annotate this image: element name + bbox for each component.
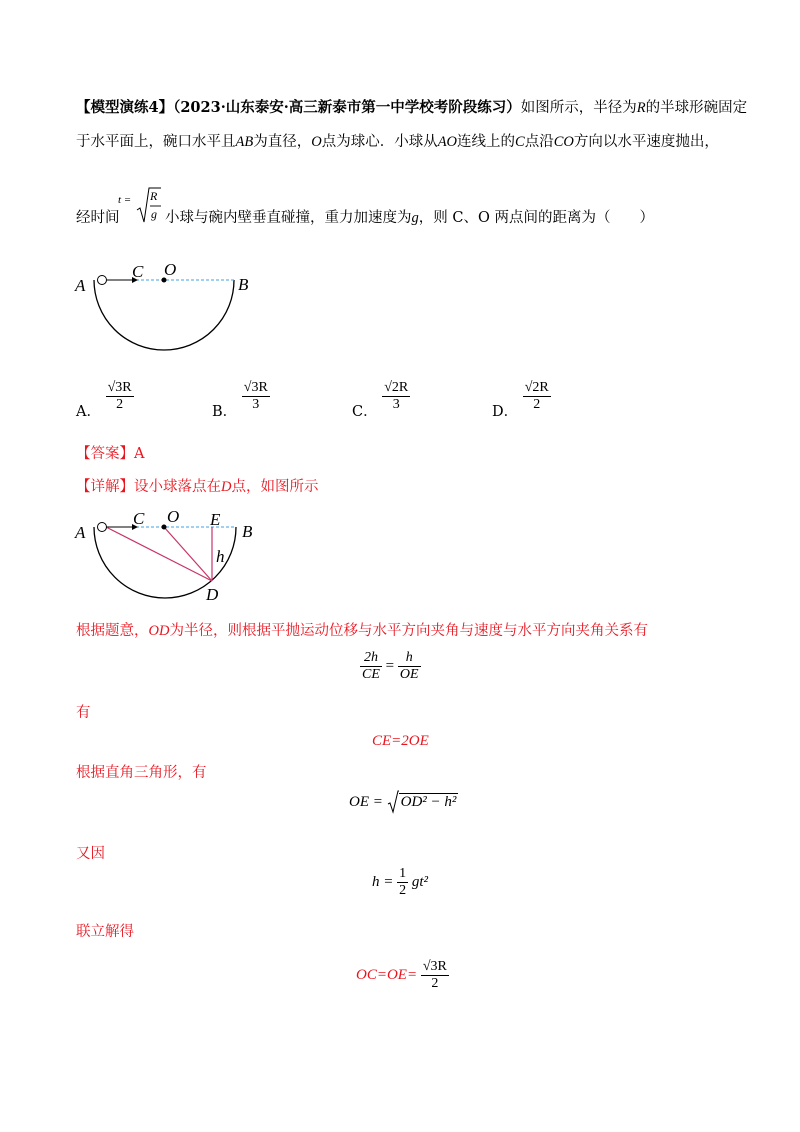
question-text: 小球与碗内壁垂直碰撞，重力加速度为: [165, 210, 412, 226]
label-h: h: [216, 547, 225, 566]
var-OD: OD: [148, 623, 170, 639]
question-text: 如图所示，半径为: [520, 100, 637, 116]
label-O: O: [167, 507, 180, 526]
ball-icon: [98, 523, 107, 532]
time-formula-den: g: [151, 207, 157, 221]
option-letter: B．: [212, 404, 238, 420]
eq4-den: 2: [399, 883, 407, 898]
answer-value: A: [134, 446, 145, 462]
var-R: R: [636, 100, 646, 116]
option-den: 2: [106, 396, 134, 413]
option-num: √3R: [107, 380, 132, 395]
option-num: √2R: [384, 380, 409, 395]
eq5-lhs: OC=OE=: [356, 967, 418, 983]
label-B: B: [242, 522, 253, 541]
label-O: O: [164, 260, 177, 279]
eq5-num: √3R: [422, 959, 447, 974]
var-AB: AB: [235, 134, 254, 150]
question-text: 点为球心．小球从: [321, 134, 438, 150]
eq5-den: 2: [421, 975, 449, 992]
var-AO: AO: [437, 134, 458, 150]
option-d: [492, 372, 551, 421]
eq3-lhs: OE =: [349, 794, 383, 810]
figure-collision-geometry: [70, 504, 270, 608]
line-OD: [164, 527, 212, 581]
eq1-equals: =: [385, 658, 395, 674]
detail-label: 【详解】: [76, 479, 134, 495]
answer-line: [76, 444, 144, 464]
time-formula: [118, 186, 160, 226]
question-text: 点沿: [524, 134, 554, 150]
solution-youyin: 又因: [76, 846, 105, 862]
label-D: D: [206, 585, 219, 604]
question-line-3b: [165, 208, 654, 228]
eq4-rhs: gt²: [411, 874, 429, 890]
eq3-radicand: OD² − h²: [400, 794, 457, 810]
option-num: √3R: [243, 380, 268, 395]
label-C: C: [133, 509, 145, 528]
ball-icon: [98, 276, 107, 285]
eq4-lhs: h =: [372, 874, 394, 890]
solution-you: 有: [76, 705, 91, 721]
option-a: [76, 372, 134, 421]
option-letter: C．: [352, 404, 378, 420]
detail-text: 设小球落点在: [134, 479, 221, 495]
figure-hemisphere-bowl: [70, 256, 270, 366]
question-tag: 【模型演练4】: [76, 99, 174, 116]
option-c: [352, 372, 410, 421]
var-g: g: [411, 210, 419, 226]
label-A: A: [75, 523, 86, 542]
option-b: [212, 372, 270, 421]
option-num: √2R: [524, 380, 549, 395]
detail-line: [76, 477, 318, 497]
question-text: 连线上的: [457, 134, 516, 150]
label-C: C: [132, 262, 144, 281]
var-CO: CO: [553, 134, 574, 150]
option-den: 2: [523, 396, 551, 413]
bowl-arc: [94, 280, 234, 350]
time-formula-num: R: [150, 189, 158, 203]
eq1-right-num: h: [405, 650, 413, 665]
solution-para-2: 根据直角三角形，有: [76, 765, 207, 781]
solution-text: 根据题意，: [76, 623, 149, 639]
eq4-num: 1: [399, 866, 407, 881]
sqrt-sign-icon: [387, 790, 399, 814]
eq1-left-den: CE: [362, 667, 380, 682]
question-source: （2023·山东泰安·高三新泰市第一中学校考阶段练习）: [173, 99, 521, 116]
question-line-3: [76, 208, 120, 228]
detail-text: 点，如图所示: [231, 479, 319, 495]
solution-text: 为半径，则根据平抛运动位移与水平方向夹角与速度与水平方向夹角关系有: [169, 623, 648, 639]
var-C: C: [515, 134, 525, 150]
question-text: 于水平面上，碗口水平且: [76, 134, 236, 150]
eq1-left-num: 2h: [363, 650, 378, 665]
var-D: D: [221, 479, 232, 495]
equation-ce-2oe: CE=2OE: [372, 733, 429, 749]
option-den: 3: [382, 396, 410, 413]
question-text: 方向以水平速度抛出，: [573, 134, 719, 150]
line-AD: [106, 527, 212, 581]
var-O: O: [311, 134, 322, 150]
equation-free-fall: [372, 866, 428, 899]
time-formula-lhs: t =: [118, 194, 132, 206]
option-letter: D．: [492, 404, 519, 420]
equation-angle-relation: [360, 650, 421, 683]
solution-para-1: [76, 621, 648, 641]
equation-pythagoras: [349, 791, 458, 813]
question-text: 的半球形碗固定: [645, 100, 748, 116]
solution-lianli: 联立解得: [76, 924, 134, 940]
question-text: ，则 C、O 两点间的距离为（ ）: [418, 210, 654, 226]
option-letter: A．: [76, 404, 101, 420]
label-A: A: [75, 276, 86, 295]
question-text: 经时间: [76, 210, 120, 226]
eq3-radical: [387, 791, 459, 813]
question-text: 为直径，: [253, 134, 312, 150]
question-line-2: [76, 132, 719, 152]
label-B: B: [238, 275, 249, 294]
question-line-1: [76, 98, 747, 118]
label-E: E: [210, 510, 221, 529]
eq1-right-den: OE: [399, 667, 419, 682]
option-den: 3: [242, 396, 270, 413]
answer-label: 【答案】: [76, 446, 134, 462]
equation-final-answer: [356, 959, 449, 992]
center-point-O: [162, 525, 167, 530]
sqrt-sign-icon: [136, 186, 162, 226]
